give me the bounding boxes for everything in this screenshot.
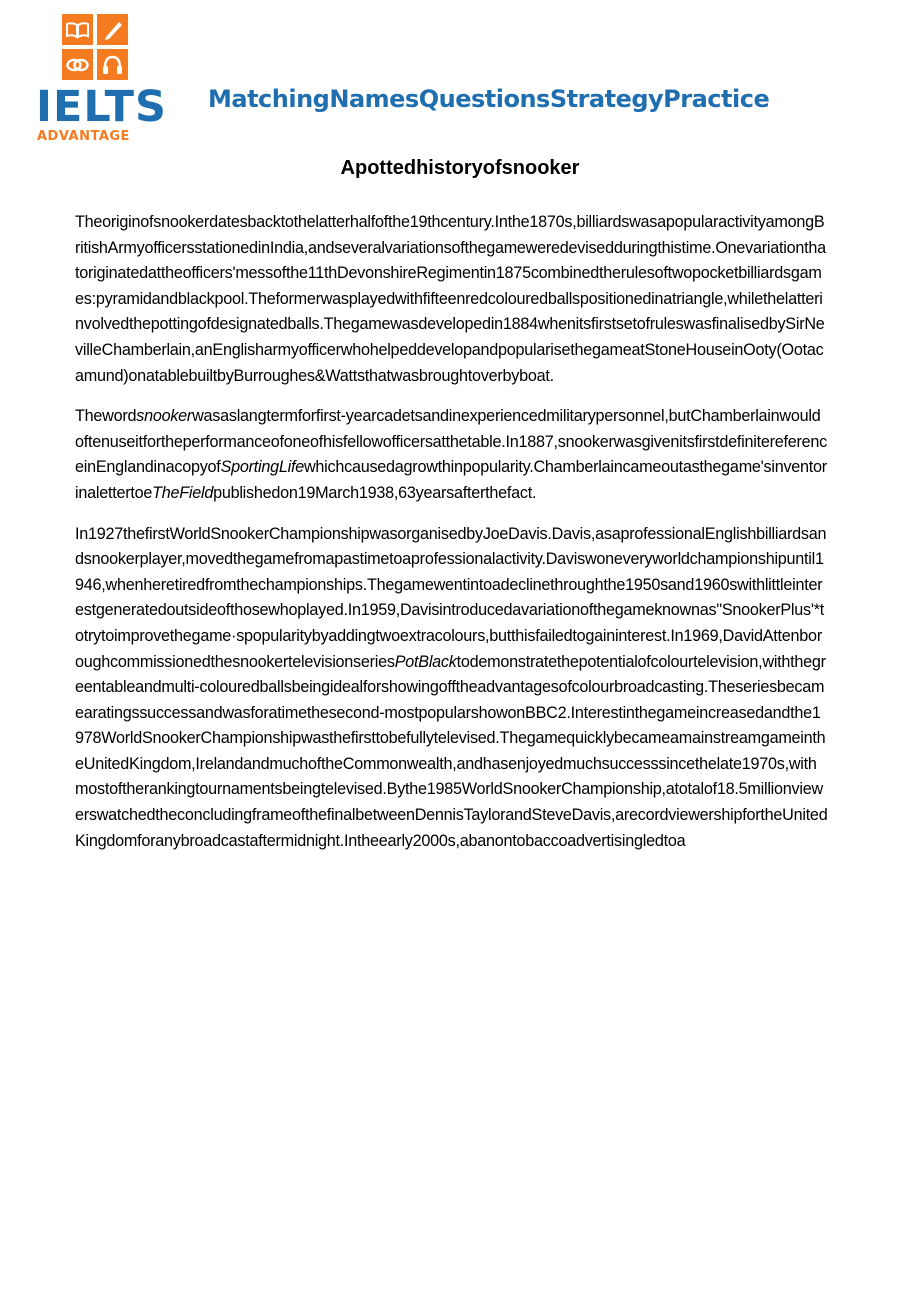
paragraph-3 bbox=[75, 522, 829, 855]
p2-italic-sporting-life: SportingLife bbox=[220, 458, 304, 477]
p2-italic-the-field: TheField bbox=[152, 483, 214, 502]
pen-icon bbox=[97, 14, 128, 45]
headphones-icon bbox=[97, 49, 128, 80]
link-icon bbox=[62, 49, 93, 80]
p3-text-a: In1927thefirstWorldSnookerChampionshipwasorganisedbyJoeDavis.Davis,asaprofessionalEnglishbilliardsandsnookerplayer,movedthegamefromapastimetoaprofessionalactivity.Daviswoneveryworldchampionshipuntil1946,whenheretiredfromthechampionships.Thegamewentintoadeclinethroughthe1950sand1960swithlittleinterestgeneratedoutsideofthosewhoplayed.In1959,Davisintroducedavariationofthegameknownas"SnookerPlus'*totrytoimprovethegame·spopularitybyaddingtwoextracolours,butthisfailedtogaininterest.In1969,DavidAttenboroughcommissionedthesnookertelevisionseries bbox=[75, 524, 827, 671]
page-title: MatchingNamesQuestionsStrategyPractice bbox=[208, 85, 770, 113]
logo-wordmark: IELTS bbox=[36, 82, 167, 132]
p2-text-a: Theword bbox=[75, 407, 137, 426]
p3-italic-pot-black: PotBlack bbox=[394, 652, 457, 671]
ielts-advantage-logo bbox=[36, 14, 167, 140]
article-title: Apottedhistoryofsnooker bbox=[340, 157, 580, 179]
p2-text-g: publishedon19March1938,63yearsafterthefact. bbox=[213, 483, 537, 502]
paragraph-2 bbox=[75, 404, 829, 506]
p3-text-c: todemonstratethepotentialofcolourtelevision,withthegreentableandmulti-colouredballsbeingidealforshowingofftheadvantagesofcolourbroadcasting.Theseriesbecamearatingssuccessandwasforatimethesecond-mostpopularshowonBBC2.Interestinthegameincreasedandthe1978WorldSnookerChampionshipwasthefirsttobefullytelevised.ThegamequicklybecameamainstreamgameintheUnitedKingdom,IrelandandmuchoftheCommonwealth,andhasenjoyedmuchsuccesssincethelate1970s,withmostoftherankingtournamentsbeingtelevised.Bythe1985WorldSnookerChampionship,atotalof18.5millionviewerswatchedtheconcludingframeofthefinalbetweenDennisTaylorandSteveDavis,arecordviewershipfortheUnitedKingdomforanybroadcastaftermidnight.Intheearly2000s,abanontobaccoadvertisingledtoa bbox=[75, 652, 828, 850]
p2-italic-snooker: snooker bbox=[136, 407, 193, 426]
p2-text-e: whichcausedagrowthinpopularity.Chamberlaincameoutasthegame'sinventorinalettertoe bbox=[75, 458, 827, 502]
logo-icon-grid bbox=[62, 14, 128, 80]
book-icon bbox=[62, 14, 93, 45]
p2-text-c: wasaslangtermforfirst-yearcadetsandinexperiencedmilitarypersonnel,butChamberlainwouldoftenuseitfortheperformanceofoneofhisfellowofficersatthetable.In1887,snookerwasgivenitsfirstdefinitereferenceinEnglandinacopyof bbox=[75, 407, 827, 477]
article-body bbox=[75, 210, 829, 869]
logo-subtext: ADVANTAGE bbox=[37, 129, 130, 140]
paragraph-1: Theoriginofsnookerdatesbacktothelatterhalfofthe19thcentury.Inthe1870s,billiardswasapopularactivityamongBritishArmyofficersstationedinIndia,andseveralvariationsofthegameweredevisedduringthistime.Onevariationthatoriginatedattheofficers'messofthe11thDevonshireRegimentin1875combinedtherulesoftwopocketbilliardsgames:pyramidandblackpool.Theformerwasplayedwithfifteenredcolouredballspositionedinatriangle,whilethelatterinvolvedthepottingofdesignatedballs.Thegamewasdevelopedin1884whenitsfirstsetofruleswasfinalisedbySirNevilleChamberlain,anEnglisharmyofficerwhohelpeddevelopandpopularisethegameatStoneHouseinOoty(Ootacamund)onatablebuiltbyBurroughes&Wattsthatwasbroughtoverbyboat. bbox=[75, 213, 826, 385]
